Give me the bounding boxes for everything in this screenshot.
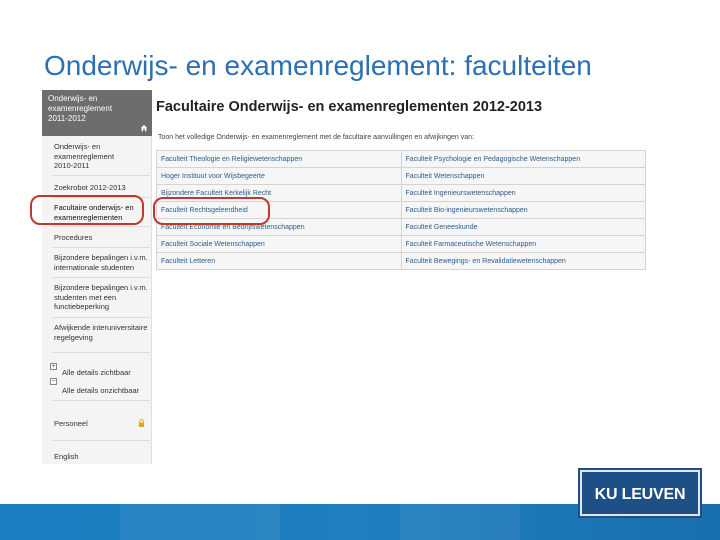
faculty-link[interactable]: Faculteit Economie en Bedrijfswetenschappen — [157, 219, 402, 236]
sidebar-header-line: Onderwijs- en — [48, 94, 98, 103]
sidebar-item-label: Procedures — [54, 233, 93, 242]
logo-text: KU LEUVEN — [594, 486, 686, 503]
hide-all-details-toggle[interactable]: Alle details onzichtbaar — [62, 386, 140, 395]
faculty-link[interactable]: Faculteit Letteren — [157, 253, 402, 270]
divider — [52, 440, 150, 441]
slide-title: Onderwijs- en examenreglement: faculteiten — [44, 50, 592, 81]
divider — [52, 277, 150, 278]
faculty-link[interactable]: Faculteit Bio-ingenieurswetenschappen — [401, 202, 646, 219]
divider — [52, 400, 150, 401]
minus-icon[interactable]: − — [51, 378, 56, 385]
intro-text: Toon het volledige Onderwijs- en examenreglement met de facultaire aanvullingen en afwijkingen van: — [158, 134, 474, 141]
sidebar-item-internationale-studenten[interactable] — [54, 253, 150, 272]
home-icon[interactable] — [140, 124, 148, 132]
faculty-link[interactable]: Faculteit Sociale Wetenschappen — [157, 236, 402, 253]
faculty-link[interactable]: Hoger Instituut voor Wijsbegeerte — [157, 168, 402, 185]
sidebar-header[interactable] — [42, 90, 152, 136]
sidebar-item-label: regelgeving — [54, 332, 93, 342]
website-screenshot — [42, 90, 654, 464]
page-title: Facultaire Onderwijs- en examenreglementen 2012-2013 — [156, 99, 543, 115]
sidebar-item-english[interactable]: English — [54, 452, 79, 461]
divider — [52, 352, 150, 353]
sidebar-item-label: internationale studenten — [54, 262, 135, 272]
faculty-link[interactable]: Faculteit Theologie en Religiewetenschappen — [157, 151, 402, 168]
sidebar-item-zoekrobot[interactable] — [54, 183, 150, 193]
sidebar-item-procedures[interactable] — [54, 233, 150, 243]
faculty-link[interactable]: Bijzondere Faculteit Kerkelijk Recht — [157, 185, 402, 202]
sidebar-item-personeel[interactable]: Personeel — [54, 419, 88, 428]
sidebar-item-label: examenreglement — [54, 151, 115, 161]
divider — [52, 175, 150, 176]
sidebar-item-label: examenreglementen — [54, 212, 123, 222]
highlight-oval-sidebar — [30, 195, 144, 225]
sidebar-item-functiebeperking[interactable] — [54, 283, 150, 312]
faculty-link[interactable]: Faculteit Ingenieurswetenschappen — [401, 185, 646, 202]
sidebar-header-line: 2011-2012 — [48, 114, 86, 123]
faculty-link[interactable]: Faculteit Wetenschappen — [401, 168, 646, 185]
sidebar-item-label: Bijzondere bepalingen i.v.m. — [54, 283, 148, 292]
faculty-link[interactable]: Faculteit Psychologie en Pedagogische Wetenschappen — [401, 151, 646, 168]
faculty-link[interactable]: Faculteit Rechtsgeleerdheid — [157, 202, 402, 219]
sidebar-item-label: Bijzondere bepalingen i.v.m. — [54, 253, 148, 262]
show-all-details-toggle[interactable]: Alle details zichtbaar — [62, 368, 131, 377]
highlight-oval-rechtsgeleerdheid — [153, 197, 270, 225]
sidebar-item-label: Onderwijs- en — [54, 142, 101, 151]
footer-stripe — [120, 504, 280, 540]
sidebar-item-label: studenten met een — [54, 292, 117, 302]
plus-icon[interactable]: + — [51, 363, 56, 370]
sidebar-item-oer-2010-2011[interactable] — [54, 142, 150, 171]
sidebar — [42, 90, 152, 464]
table-row — [157, 151, 646, 168]
sidebar-item-label: Afwijkende interuniversitaire — [54, 323, 148, 332]
sidebar-item-label: 2010-2011 — [54, 161, 90, 170]
sidebar-item-interuniversitaire-regelgeving[interactable] — [54, 323, 150, 342]
divider — [52, 247, 150, 248]
ku-leuven-logo — [580, 470, 700, 516]
sidebar-header-line: examenreglement — [48, 104, 113, 113]
faculty-link[interactable]: Faculteit Geneeskunde — [401, 219, 646, 236]
table-row — [157, 168, 646, 185]
divider — [52, 226, 150, 227]
faculty-link[interactable]: Faculteit Bewegings- en Revalidatiewetenschappen — [401, 253, 646, 270]
sidebar-item-label: Facultaire onderwijs- en — [54, 203, 134, 212]
faculty-link[interactable]: Faculteit Farmaceutische Wetenschappen — [401, 236, 646, 253]
table-row — [157, 253, 646, 270]
table-row — [157, 236, 646, 253]
sidebar-item-label: Zoekrobot 2012-2013 — [54, 183, 126, 192]
lock-icon — [138, 419, 145, 427]
divider — [52, 317, 150, 318]
footer-stripe — [400, 504, 520, 540]
sidebar-item-label: functiebeperking — [54, 302, 110, 311]
